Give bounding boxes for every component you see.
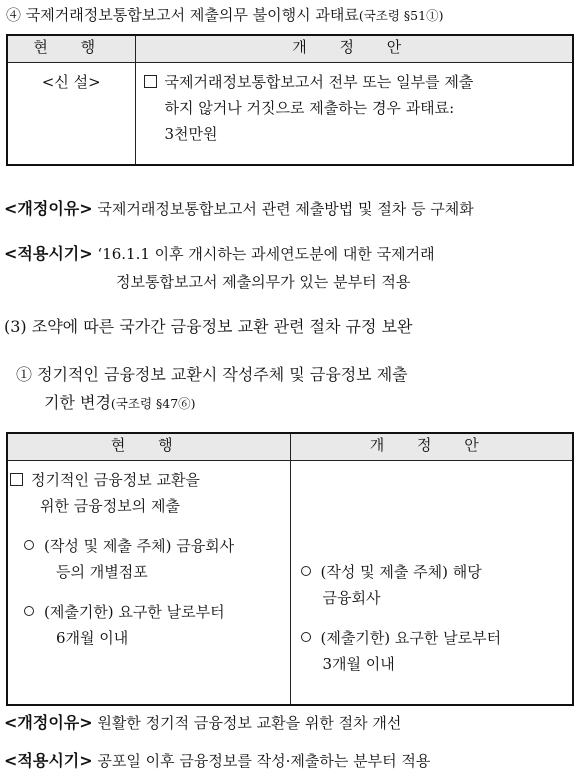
- table-header-row: [7, 35, 573, 63]
- header-proposed: 개 정 안: [135, 35, 573, 63]
- proposed-line: (작성 및 제출 주체) 해당: [301, 559, 569, 585]
- apply-text: 공포일 이후 금융정보를 작성·제출하는 분부터 적용: [97, 752, 431, 770]
- apply-label: <적용시기>: [4, 244, 93, 263]
- current-line: 6개월 이내: [56, 629, 129, 647]
- proposed-line: (제출기한) 요구한 날로부터: [301, 625, 569, 651]
- current-line: (작성 및 제출 주체) 금융회사: [10, 533, 286, 559]
- table-header-row: [7, 433, 573, 461]
- apply-period: [4, 750, 430, 772]
- law-reference: (국조령 §47⑥): [110, 396, 196, 411]
- apply-label: <적용시기>: [4, 751, 93, 770]
- current-line: 정기적인 금융정보 교환을: [10, 467, 286, 493]
- proposed-line: 국제거래정보통합보고서 전부 또는 일부를 제출: [144, 69, 569, 95]
- proposed-line: 금융회사: [322, 589, 381, 607]
- reason-text: 원활한 정기적 금융정보 교환을 위한 절차 개선: [97, 714, 402, 732]
- table-row: [7, 461, 573, 705]
- bullet-circle-icon: [24, 540, 34, 550]
- checkbox-square-icon: [10, 473, 23, 486]
- checkbox-square-icon: [144, 75, 157, 88]
- current-line: (제출기한) 요구한 날로부터: [10, 599, 286, 625]
- section-title-text: ④ 국제거래정보통합보고서 제출의무 불이행시 과태료: [6, 6, 359, 24]
- proposed-cell: [290, 461, 573, 705]
- reason-label: <개정이유>: [4, 199, 93, 218]
- proposed-line: 3천만원: [164, 125, 218, 143]
- table-row: [7, 63, 573, 165]
- bullet-circle-icon: [24, 606, 34, 616]
- current-cell: [7, 461, 290, 705]
- apply-text-line: 정보통합보고서 제출의무가 있는 분부터 적용: [116, 273, 411, 291]
- proposed-cell: [135, 63, 573, 165]
- current-cell: [7, 63, 135, 165]
- reason-label: <개정이유>: [4, 713, 93, 732]
- apply-period: [4, 243, 435, 265]
- header-current: 현 행: [7, 35, 135, 63]
- bullet-circle-icon: [301, 566, 311, 576]
- current-line: 위한 금융정보의 제출: [40, 497, 180, 515]
- comparison-table-1: [6, 34, 574, 166]
- reason-text: 국제거래정보통합보고서 관련 제출방법 및 절차 등 구체화: [97, 200, 474, 218]
- section-heading: (3) 조약에 따른 국가간 금융정보 교환 관련 절차 규정 보완: [4, 317, 413, 336]
- item-title-line: 기한 변경(국조령 §47⑥): [44, 393, 196, 412]
- revision-reason: [4, 712, 401, 734]
- current-line: 등의 개별점포: [56, 563, 148, 581]
- revision-reason: [4, 198, 474, 220]
- item-title-line: ① 정기적인 금융정보 교환시 작성주체 및 금융정보 제출: [16, 365, 408, 384]
- header-current: 현 행: [7, 433, 290, 461]
- bullet-circle-icon: [301, 632, 311, 642]
- comparison-table-2: [6, 432, 574, 706]
- section-title: [6, 4, 443, 27]
- law-reference: (국조령 §51①): [358, 8, 444, 23]
- proposed-line: 3개월 이내: [322, 655, 395, 673]
- header-proposed: 개 정 안: [290, 433, 573, 461]
- apply-text-line: ‘16.1.1 이후 개시하는 과세연도분에 대한 국제거래: [97, 245, 435, 263]
- current-text: <신 설>: [41, 73, 101, 91]
- proposed-line: 하지 않거나 거짓으로 제출하는 경우 과태료:: [164, 99, 455, 117]
